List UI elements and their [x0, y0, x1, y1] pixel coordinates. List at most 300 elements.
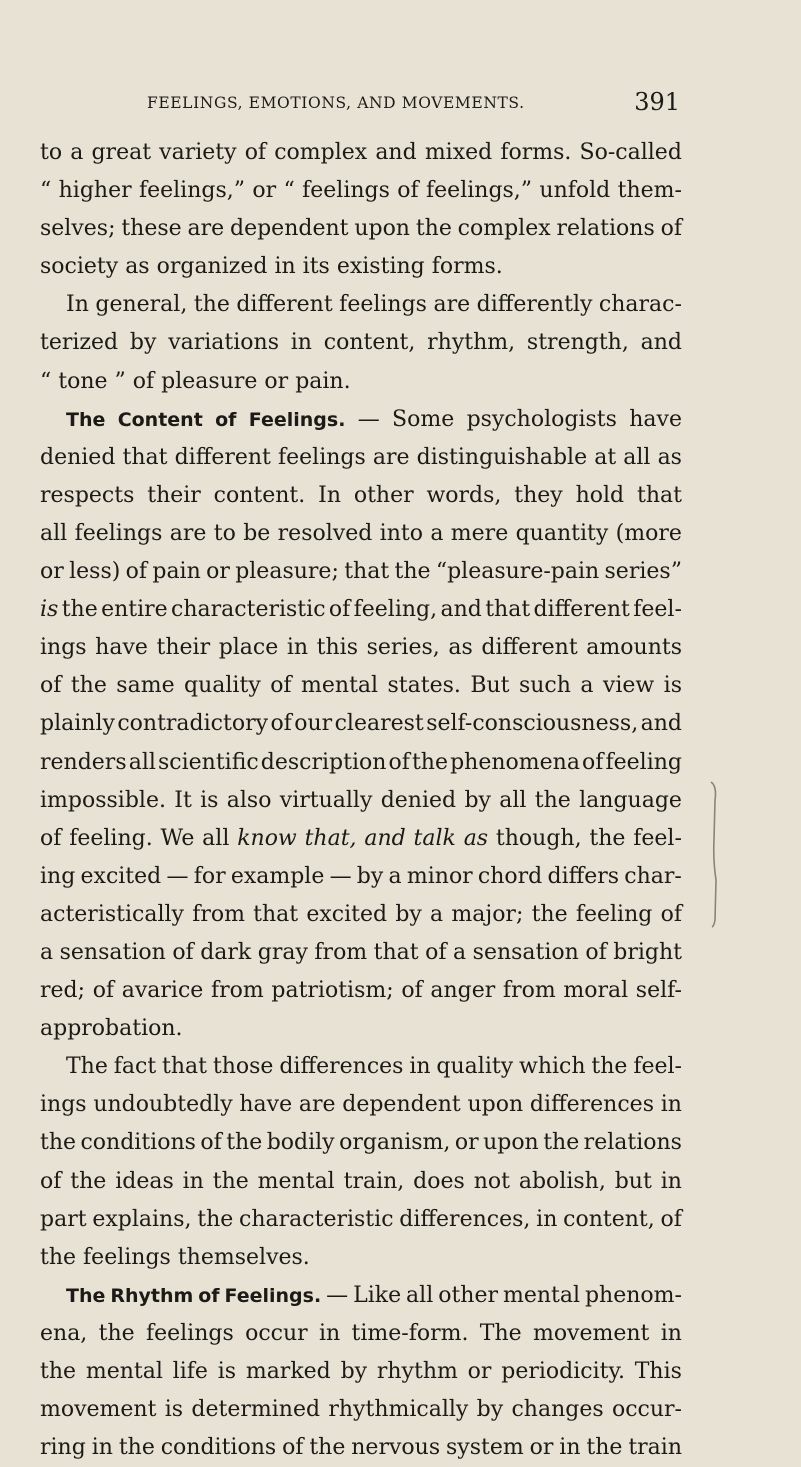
word: selves;: [40, 216, 116, 242]
word: that: [122, 444, 168, 470]
word: ideas: [115, 1168, 174, 1194]
word: that: [253, 901, 299, 927]
text-line: [40, 1086, 682, 1124]
word: Feelings.: [224, 1284, 322, 1307]
word: words,: [426, 482, 502, 508]
word: content.: [213, 482, 306, 508]
word: these: [121, 216, 182, 242]
text-line: [40, 134, 682, 172]
word: unfold: [539, 178, 611, 204]
word: as: [463, 825, 489, 851]
word: differently: [476, 292, 593, 318]
word: acteristically: [40, 901, 184, 927]
word: “: [40, 368, 52, 394]
word: minor: [406, 863, 473, 889]
text-line: [40, 477, 682, 515]
word: in: [274, 254, 296, 280]
word: that: [344, 559, 390, 585]
word: at: [594, 444, 617, 470]
word: feelings,”: [426, 178, 533, 204]
word: char-: [624, 863, 682, 889]
word: resolved: [277, 520, 373, 546]
word: states.: [387, 673, 461, 699]
word: does: [413, 1168, 465, 1194]
word: other: [353, 482, 414, 508]
word: is: [40, 597, 59, 623]
word: amounts: [586, 635, 682, 661]
word: terized: [40, 330, 119, 356]
word: all: [406, 1282, 434, 1308]
word: by: [464, 787, 491, 813]
text-line: [40, 744, 682, 782]
word: But: [470, 673, 510, 699]
word: of: [282, 1435, 304, 1461]
word: undoubtedly: [93, 1092, 233, 1118]
word: mere: [450, 520, 509, 546]
word: are: [372, 444, 410, 470]
word: conditions: [160, 1435, 277, 1461]
word: conditions: [80, 1130, 196, 1156]
text-line: [40, 324, 682, 362]
word: same: [116, 673, 175, 699]
word: also: [226, 787, 272, 813]
text-line: [40, 210, 682, 248]
word: rhythm,: [427, 330, 516, 356]
word: —: [329, 863, 352, 889]
word: the: [226, 1130, 263, 1156]
word: have: [239, 1092, 293, 1118]
text-line: [40, 782, 682, 820]
word: the: [591, 1054, 628, 1080]
word: that: [485, 597, 531, 623]
word: the: [309, 1435, 346, 1461]
text-line: [40, 1315, 682, 1353]
word: changes: [511, 1397, 604, 1423]
word: feelings: [339, 292, 427, 318]
word: is: [200, 787, 219, 813]
word: impossible.: [40, 787, 166, 813]
word: bodily: [266, 1130, 335, 1156]
word: complex: [457, 216, 551, 242]
text-line: [40, 1353, 682, 1391]
word: clearest: [334, 711, 424, 737]
word: organism,: [339, 1130, 451, 1156]
word: the: [61, 597, 98, 623]
word: society: [40, 254, 119, 280]
word: “: [283, 178, 295, 204]
word: distinguishable: [416, 444, 588, 470]
word: in: [660, 1092, 682, 1118]
word: forms.: [431, 254, 503, 280]
word: ring: [40, 1435, 86, 1461]
word: movement: [40, 1397, 157, 1423]
word: be: [243, 520, 271, 546]
word: part: [40, 1206, 87, 1232]
word: explains,: [92, 1206, 192, 1232]
word: of: [40, 1168, 62, 1194]
word: language: [579, 787, 682, 813]
word: variety: [159, 140, 237, 165]
word: them-: [617, 178, 682, 204]
word: by: [340, 1359, 368, 1384]
text-line: [40, 172, 682, 210]
word: feelings: [83, 1244, 171, 1270]
word: Some: [392, 406, 455, 432]
text-line: [40, 896, 682, 934]
word: its: [302, 254, 330, 280]
word: plainly: [40, 711, 115, 737]
word: or: [467, 1359, 492, 1384]
word: periodicity.: [501, 1359, 625, 1384]
word: chord: [477, 863, 543, 889]
word: different: [533, 597, 630, 623]
text-line: [40, 1010, 682, 1048]
word: are: [169, 520, 207, 546]
word: of: [125, 559, 148, 585]
word: different: [481, 635, 578, 661]
word: all: [40, 520, 68, 546]
word: as: [448, 635, 473, 661]
word: movement: [532, 1320, 650, 1346]
body-text: [40, 134, 682, 1467]
word: example: [230, 863, 325, 889]
word: forms.: [500, 140, 572, 165]
text-line: [40, 591, 682, 629]
word: characteristic: [239, 1206, 394, 1232]
word: charac-: [598, 292, 682, 318]
word: self-: [635, 978, 682, 1004]
word: occur: [245, 1320, 308, 1346]
word: in: [660, 1320, 682, 1346]
word: all: [202, 825, 230, 851]
word: excited: [80, 863, 162, 889]
word: renders: [40, 749, 127, 775]
word: mental: [257, 1168, 335, 1194]
word: are: [187, 216, 225, 242]
word: the: [531, 901, 568, 927]
word: abolish,: [518, 1168, 606, 1194]
text-line: [40, 820, 682, 858]
word: “pleasure-pain: [435, 559, 600, 585]
word: The: [479, 1320, 522, 1346]
text-line: [40, 439, 682, 477]
word: and: [440, 597, 482, 623]
word: is: [217, 1359, 237, 1384]
word: upon: [483, 1130, 539, 1156]
word: respects: [40, 482, 135, 508]
word: of: [92, 978, 115, 1004]
word: pain: [152, 559, 201, 585]
word: from: [192, 901, 245, 927]
word: of: [40, 825, 62, 851]
word: hold: [575, 482, 625, 508]
word: quantity: [515, 520, 609, 546]
word: a: [388, 863, 402, 889]
word: organized: [156, 254, 268, 280]
text-line: [40, 705, 682, 743]
word: talk: [413, 825, 456, 851]
word: occur-: [611, 1397, 682, 1423]
text-line: [40, 1163, 682, 1201]
word: The: [66, 1054, 108, 1080]
section-heading-line: [40, 401, 682, 439]
word: the: [70, 1168, 107, 1194]
word: series,: [366, 635, 440, 661]
word: is: [164, 1397, 184, 1423]
word: Feelings.: [248, 408, 346, 431]
word: feelings: [278, 444, 366, 470]
word: feelings: [74, 520, 163, 546]
word: in: [91, 1435, 113, 1461]
word: that: [162, 1054, 208, 1080]
word: The: [66, 1284, 106, 1307]
word: of: [244, 140, 267, 165]
word: dark: [200, 939, 252, 965]
word: feel-: [633, 825, 682, 851]
word: the: [98, 1320, 135, 1346]
word: their: [156, 635, 211, 661]
word: of: [425, 939, 447, 965]
word: by: [395, 901, 422, 927]
word: contradictory: [117, 711, 269, 737]
word: mental: [502, 1282, 580, 1308]
word: or: [264, 368, 289, 394]
word: ings: [40, 635, 87, 661]
word: pleasure: [161, 368, 258, 394]
word: of: [172, 939, 194, 965]
word: description: [260, 749, 387, 775]
word: different: [236, 292, 333, 318]
word: of: [397, 178, 419, 204]
word: though,: [495, 825, 582, 851]
word: dependent: [342, 1092, 461, 1118]
word: is: [663, 673, 682, 699]
word: variations: [168, 330, 279, 356]
word: of: [388, 749, 410, 775]
word: and: [640, 330, 682, 356]
word: of: [660, 1206, 682, 1232]
word: life: [172, 1359, 208, 1384]
text-line: [40, 858, 682, 896]
word: in: [660, 1168, 682, 1194]
word: the: [411, 749, 448, 775]
word: and: [640, 711, 682, 737]
word: great: [91, 140, 152, 165]
word: time-form.: [351, 1320, 469, 1346]
word: our: [294, 711, 333, 737]
word: content,: [323, 330, 416, 356]
word: marked: [245, 1359, 331, 1384]
word: quality: [436, 1054, 514, 1080]
word: of: [660, 216, 682, 242]
word: in: [286, 635, 309, 661]
word: place: [218, 635, 279, 661]
word: differences,: [399, 1206, 531, 1232]
word: have: [629, 406, 682, 432]
word: patriotism;: [271, 978, 394, 1004]
margin-pencil-mark: [709, 780, 719, 928]
text-line: [40, 667, 682, 705]
word: rhythmically: [328, 1397, 469, 1423]
word: of: [270, 673, 292, 699]
word: ings: [40, 1092, 87, 1118]
word: mixed: [424, 140, 493, 165]
word: the: [415, 216, 452, 242]
word: into: [379, 520, 423, 546]
word: (more: [615, 520, 682, 546]
word: from: [314, 939, 368, 965]
word: characteristic: [171, 597, 326, 623]
word: moral: [563, 978, 629, 1004]
text-line: [40, 363, 682, 401]
word: sensation: [59, 939, 166, 965]
word: differs: [547, 863, 620, 889]
word: feel-: [633, 1054, 682, 1080]
word: by: [356, 863, 384, 889]
text-line: [40, 972, 682, 1010]
text-line: [40, 553, 682, 591]
word: —: [326, 1282, 349, 1308]
word: avarice: [121, 978, 204, 1004]
word: It: [174, 787, 192, 813]
word: of: [660, 901, 682, 927]
word: of: [198, 1284, 220, 1307]
text-line: [40, 934, 682, 972]
word: differences: [279, 1054, 404, 1080]
word: of: [215, 408, 237, 431]
word: series”: [604, 559, 682, 585]
running-head: [147, 88, 680, 126]
word: relations: [583, 1130, 682, 1156]
word: a: [430, 901, 444, 927]
word: or: [40, 559, 64, 585]
word: that: [373, 939, 419, 965]
word: of: [401, 978, 423, 1004]
word: nervous: [351, 1435, 441, 1461]
word: —: [166, 863, 189, 889]
word: in: [182, 1168, 204, 1194]
word: system: [446, 1435, 524, 1461]
word: ena,: [40, 1320, 88, 1346]
word: such: [518, 673, 571, 699]
word: mental: [301, 673, 379, 699]
word: feeling,: [353, 597, 438, 623]
word: feel-: [633, 597, 682, 623]
word: as: [125, 254, 150, 280]
word: all: [623, 444, 651, 470]
word: Content: [117, 408, 203, 431]
word: mental: [85, 1359, 163, 1384]
text-line: [40, 1239, 682, 1277]
word: a: [70, 140, 84, 165]
word: “: [40, 178, 52, 204]
word: to: [40, 140, 63, 165]
word: of: [585, 939, 607, 965]
word: Rhythm: [110, 1284, 194, 1307]
word: upon: [354, 216, 410, 242]
word: know: [237, 825, 297, 851]
word: dependent: [229, 216, 349, 242]
section-heading-line: [40, 1277, 682, 1315]
word: or: [206, 559, 230, 585]
word: This: [634, 1359, 682, 1384]
word: tone: [58, 368, 108, 394]
word: themselves.: [177, 1244, 310, 1270]
word: the: [534, 787, 571, 813]
word: that: [636, 482, 682, 508]
word: red;: [40, 978, 86, 1004]
word: bright: [613, 939, 682, 965]
word: feelings,”: [138, 178, 246, 204]
word: the: [543, 1130, 580, 1156]
word: excited: [306, 901, 388, 927]
word: from: [210, 978, 264, 1004]
text-line: [40, 1429, 682, 1467]
word: strength,: [526, 330, 629, 356]
word: psychologists: [466, 406, 617, 432]
word: ing: [40, 863, 76, 889]
word: feeling.: [69, 825, 153, 851]
word: We: [160, 825, 195, 851]
word: general,: [95, 292, 188, 318]
word: feelings: [302, 178, 390, 204]
text-line: [40, 286, 682, 324]
word: their: [147, 482, 201, 508]
word: a: [580, 673, 594, 699]
word: the: [586, 1435, 623, 1461]
word: gray: [257, 939, 308, 965]
word: or: [529, 1435, 554, 1461]
word: relations: [556, 216, 655, 242]
word: the: [212, 1168, 249, 1194]
word: in: [290, 330, 312, 356]
word: in: [559, 1435, 581, 1461]
word: of: [328, 597, 351, 623]
word: a: [453, 939, 467, 965]
word: by: [129, 330, 157, 356]
word: the: [40, 1244, 77, 1270]
word: this: [316, 635, 359, 661]
word: different: [174, 444, 271, 470]
word: as: [657, 444, 682, 470]
word: the: [197, 1206, 234, 1232]
word: higher: [58, 178, 132, 204]
word: those: [212, 1054, 274, 1080]
word: upon: [467, 1092, 524, 1118]
word: scientific: [157, 749, 259, 775]
word: the: [118, 1435, 155, 1461]
word: The: [66, 408, 106, 431]
word: are: [433, 292, 471, 318]
word: feeling: [605, 749, 682, 775]
word: quality: [184, 673, 261, 699]
word: feelings: [145, 1320, 234, 1346]
word: content,: [563, 1206, 655, 1232]
word: the: [70, 673, 107, 699]
word: —: [357, 406, 380, 432]
word: pleasure;: [235, 559, 339, 585]
text-line: [40, 629, 682, 667]
text-line: [40, 1201, 682, 1239]
word: which: [519, 1054, 586, 1080]
word: they: [514, 482, 563, 508]
word: are: [298, 1092, 336, 1118]
word: the: [40, 1359, 77, 1384]
word: train: [628, 1435, 682, 1461]
text-line: [40, 515, 682, 553]
word: the: [394, 559, 431, 585]
text-line: [40, 1124, 682, 1162]
